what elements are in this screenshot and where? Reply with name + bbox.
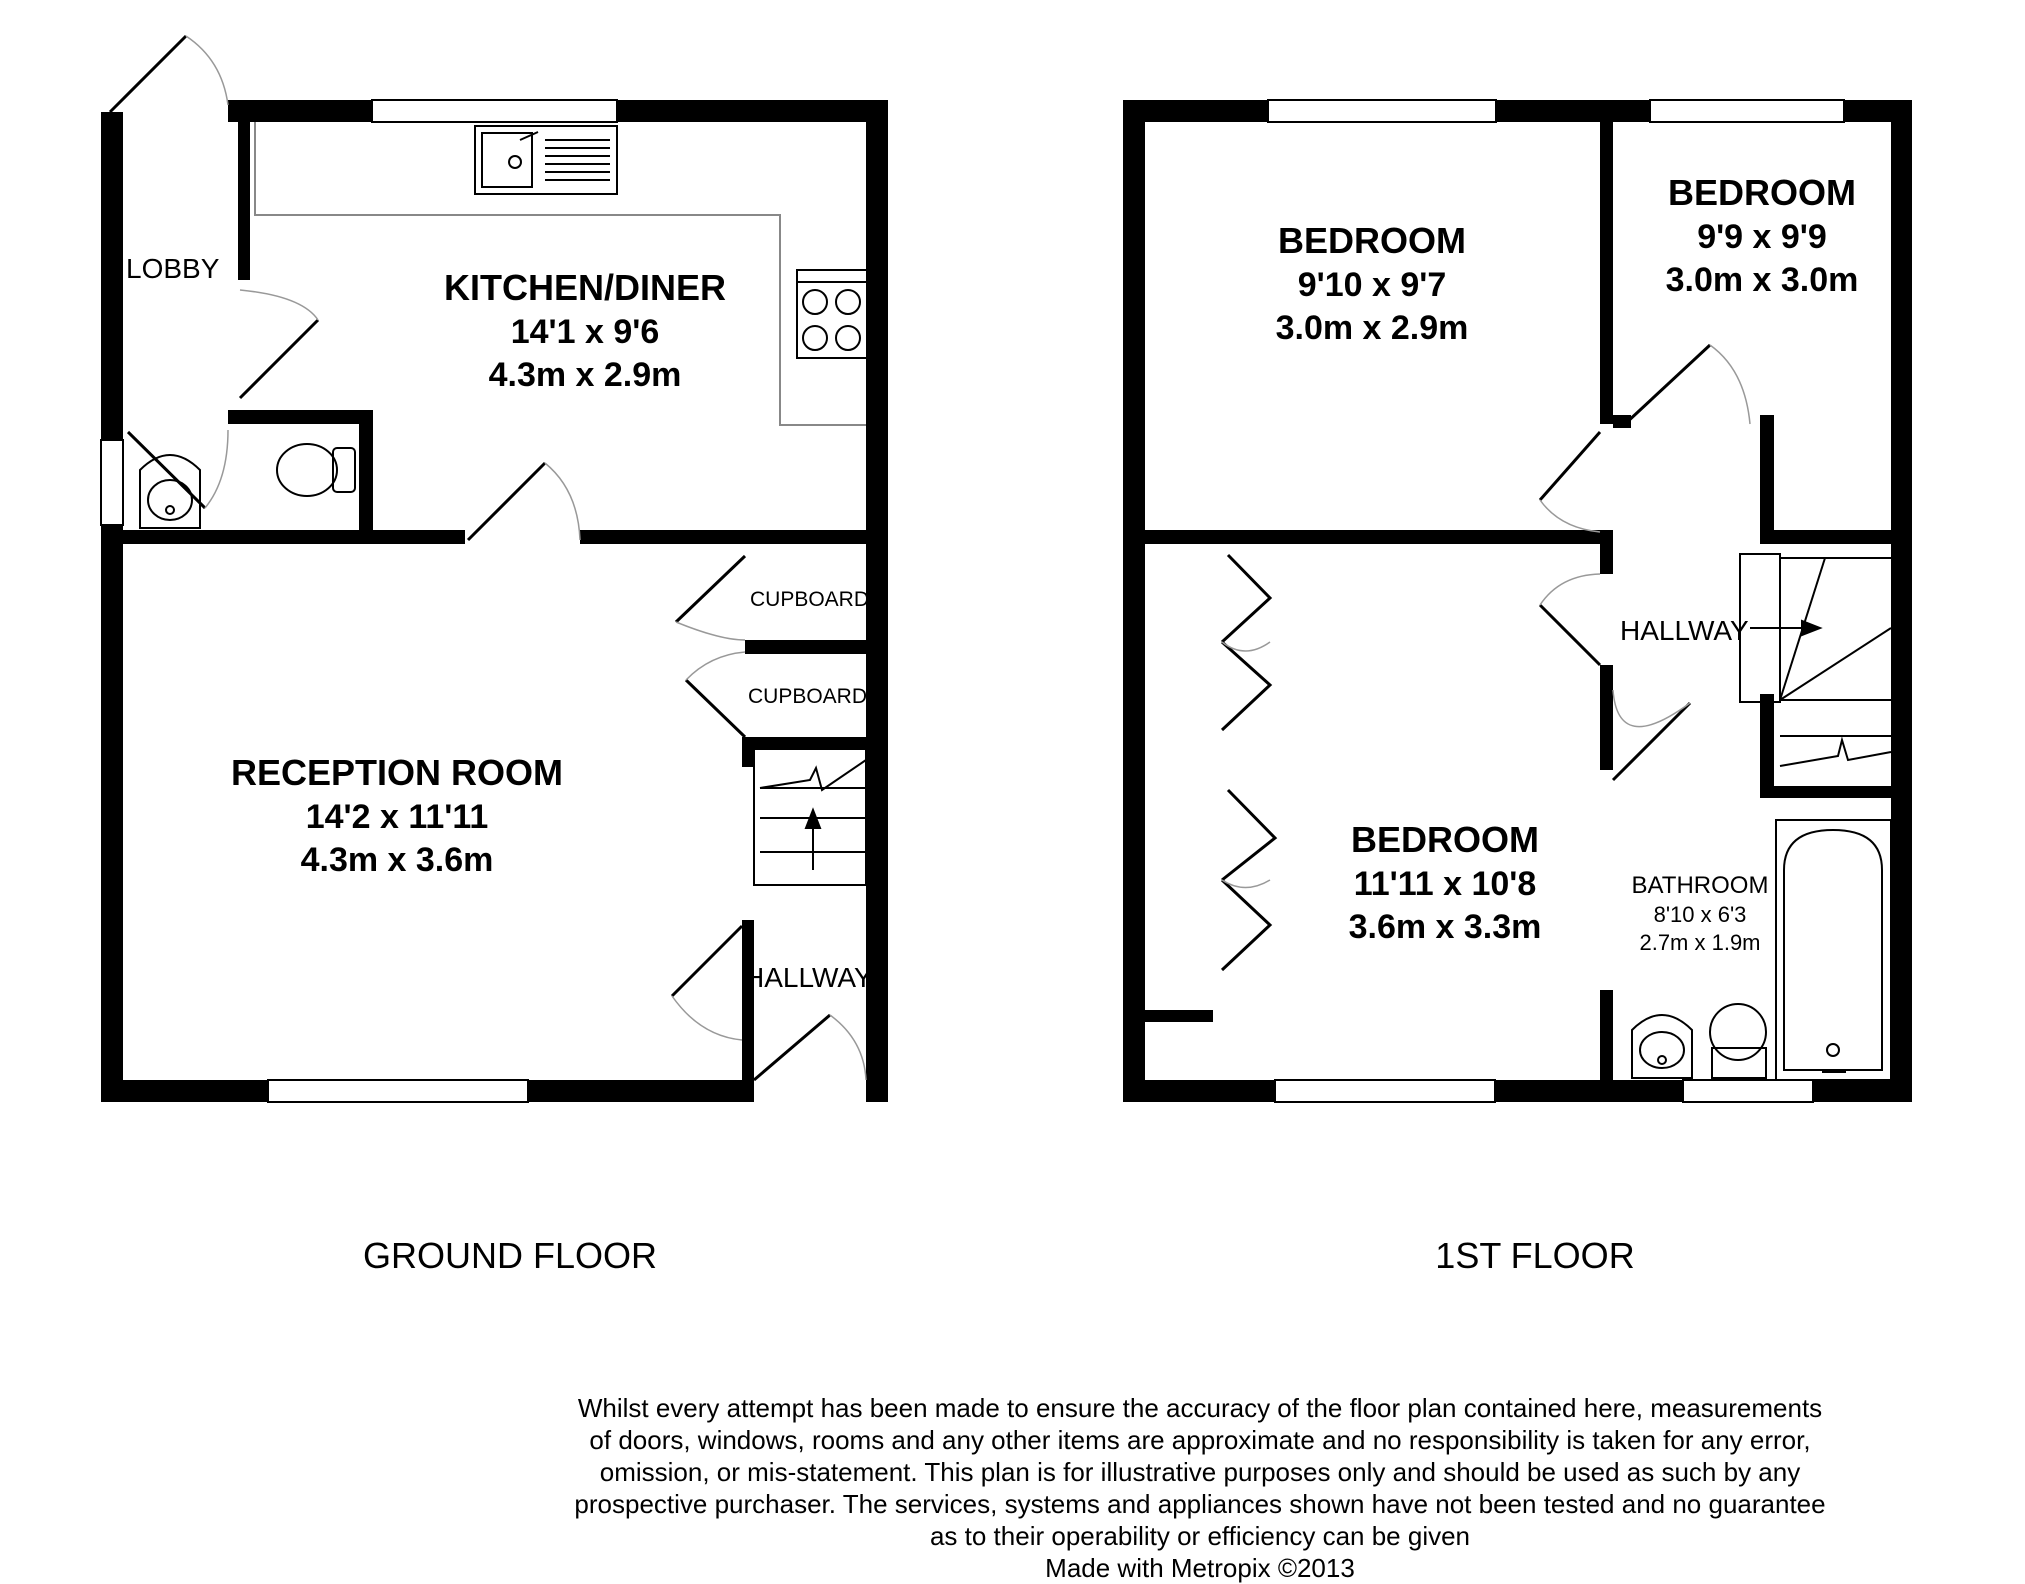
toilet-icon bbox=[277, 444, 355, 496]
bathroom-imperial: 8'10 x 6'3 bbox=[1653, 902, 1747, 927]
basin-icon bbox=[140, 455, 200, 528]
cupboard-label-2: CUPBOARD bbox=[748, 685, 868, 708]
hob-icon bbox=[797, 270, 867, 358]
kitchen-metric: 4.3m x 2.9m bbox=[488, 356, 682, 394]
bedroom-1-imperial: 9'10 x 9'7 bbox=[1297, 266, 1447, 304]
reception-imperial: 14'2 x 11'11 bbox=[305, 798, 489, 836]
bedroom-2-title: BEDROOM bbox=[1668, 172, 1856, 213]
kitchen-imperial: 14'1 x 9'6 bbox=[510, 313, 660, 351]
disclaimer-line-3: omission, or mis-statement. This plan is for illustrative purposes only and should be used as such by any bbox=[599, 1457, 1801, 1487]
ground-floor-windows bbox=[101, 100, 617, 1102]
reception-title: RECEPTION ROOM bbox=[230, 752, 564, 793]
bathroom-basin-icon bbox=[1632, 1015, 1692, 1078]
first-hallway-label: HALLWAY bbox=[1620, 615, 1749, 646]
bedroom-2-metric: 3.0m x 3.0m bbox=[1665, 261, 1859, 299]
bathroom-title: BATHROOM bbox=[1631, 872, 1769, 899]
disclaimer-line-5: as to their operability or efficiency can be given bbox=[929, 1521, 1471, 1551]
bedroom-1-title: BEDROOM bbox=[1278, 220, 1466, 261]
bathroom-metric: 2.7m x 1.9m bbox=[1639, 930, 1761, 955]
bedroom-3-imperial: 11'11 x 10'8 bbox=[1353, 865, 1537, 903]
cupboard-label-1: CUPBOARD bbox=[750, 588, 870, 611]
bathroom-toilet-icon bbox=[1710, 1004, 1766, 1078]
ground-floor-plan bbox=[101, 36, 888, 1276]
disclaimer-line-1: Whilst every attempt has been made to ensure the accuracy of the floor plan contained here, measurements bbox=[577, 1393, 1823, 1423]
first-floor-plan bbox=[1123, 100, 1912, 1276]
disclaimer bbox=[520, 1392, 1880, 1584]
disclaimer-line-2: of doors, windows, rooms and any other items are approximate and no responsibility is taken for any error, bbox=[589, 1425, 1811, 1455]
ground-hallway-label: HALLWAY bbox=[744, 962, 873, 993]
bath-icon bbox=[1776, 820, 1891, 1080]
bedroom-3-metric: 3.6m x 3.3m bbox=[1348, 908, 1542, 946]
first-floor-label: 1ST FLOOR bbox=[1435, 1235, 1635, 1276]
reception-metric: 4.3m x 3.6m bbox=[300, 841, 494, 879]
lobby-label: LOBBY bbox=[126, 253, 220, 284]
kitchen-title: KITCHEN/DINER bbox=[443, 267, 727, 308]
ground-floor-stairs bbox=[754, 749, 866, 885]
disclaimer-line-4: prospective purchaser. The services, systems and appliances shown have not been tested and no guarantee bbox=[574, 1489, 1826, 1519]
bedroom-1-metric: 3.0m x 2.9m bbox=[1275, 309, 1469, 347]
ground-floor-label: GROUND FLOOR bbox=[362, 1235, 658, 1276]
sink-icon bbox=[475, 126, 617, 194]
disclaimer-credit: Made with Metropix ©2013 bbox=[1045, 1553, 1355, 1583]
bedroom-3-title: BEDROOM bbox=[1351, 819, 1539, 860]
bedroom-2-imperial: 9'9 x 9'9 bbox=[1697, 218, 1827, 256]
